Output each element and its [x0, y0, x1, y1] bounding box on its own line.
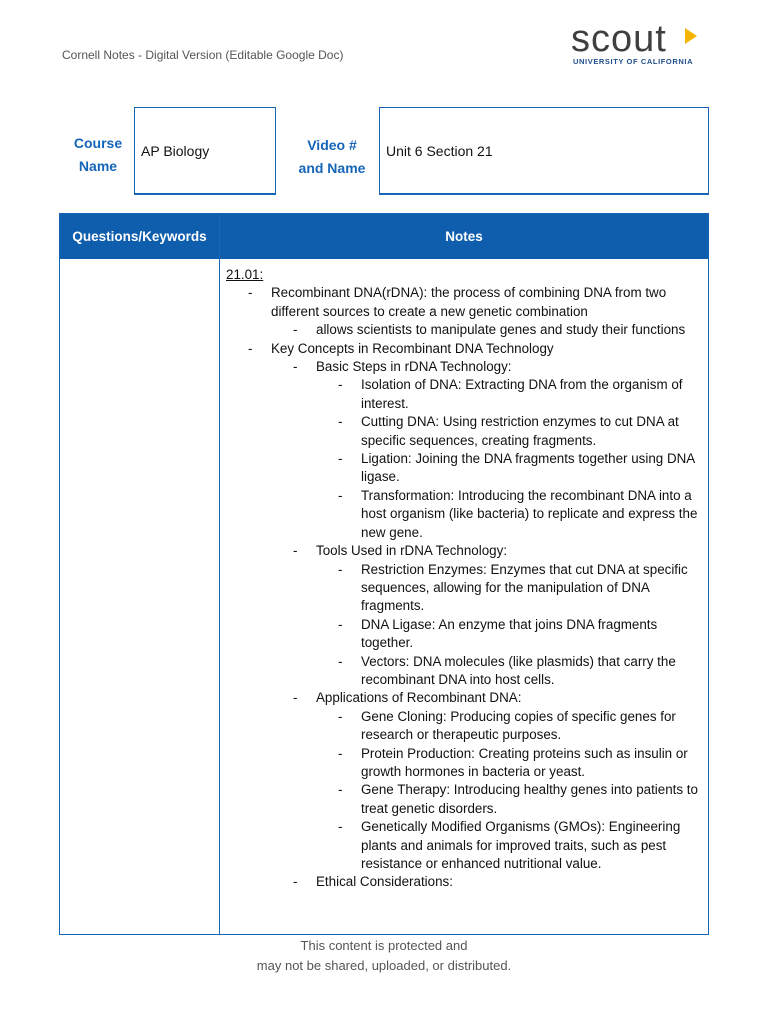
note-item-level-3: [226, 450, 706, 487]
bullet-dash: -: [338, 487, 343, 503]
table-header: [60, 214, 708, 259]
course-name-value: AP Biology: [141, 142, 210, 159]
note-item-level-2: [226, 689, 706, 707]
note-text: Transformation: Introducing the recombinant DNA into a host organism (like bacteria) to replicate and express the new gene.: [361, 487, 698, 540]
note-item-level-3: [226, 561, 706, 616]
note-text: Protein Production: Creating proteins such as insulin or growth hormones in bacteria or yeast.: [361, 745, 688, 779]
note-item-level-2: [226, 358, 706, 376]
note-text: Vectors: DNA molecules (like plasmids) that carry the recombinant DNA into host cells.: [361, 653, 676, 687]
bullet-dash: -: [338, 745, 343, 761]
bullet-dash: -: [293, 874, 298, 890]
note-text: Basic Steps in rDNA Technology:: [316, 359, 512, 375]
bullet-dash: -: [338, 451, 343, 467]
note-text: Gene Therapy: Introducing healthy genes into patients to treat genetic disorders.: [361, 782, 698, 816]
course-name-label: [62, 132, 134, 178]
questions-column-header: Questions/Keywords: [72, 229, 207, 244]
note-text: Ethical Considerations:: [316, 874, 453, 890]
note-item-level-3: [226, 616, 706, 653]
note-item-level-3: [226, 376, 706, 413]
note-item-level-3: [226, 781, 706, 818]
logo-wordmark: scout: [571, 18, 667, 60]
note-item-level-3: [226, 653, 706, 690]
column-divider: [219, 214, 220, 934]
note-text: Genetically Modified Organisms (GMOs): Engineering plants and animals for improved traits, such as pest resistance or enhanced nutritional value.: [361, 819, 681, 871]
bullet-dash: -: [293, 359, 298, 375]
document-subtitle: Cornell Notes - Digital Version (Editable Google Doc): [62, 48, 344, 62]
logo-subtitle: UNIVERSITY OF CALIFORNIA: [573, 57, 694, 66]
bullet-dash: -: [338, 616, 343, 632]
note-item-level-2: [226, 542, 706, 560]
questions-column[interactable]: [60, 259, 219, 934]
play-triangle-icon: [685, 28, 697, 44]
note-item-level-3: [226, 413, 706, 450]
note-text: Applications of Recombinant DNA:: [316, 690, 522, 706]
bullet-dash: -: [338, 819, 343, 835]
course-name-field[interactable]: [134, 107, 276, 195]
video-name-field[interactable]: [379, 107, 709, 195]
bullet-dash: -: [338, 653, 343, 669]
bullet-dash: -: [248, 285, 253, 301]
note-text: Recombinant DNA(rDNA): the process of combining DNA from two different sources to create a new genetic combination: [271, 285, 667, 319]
course-label-line1: Course: [73, 135, 123, 151]
bullet-dash: -: [338, 414, 343, 430]
note-text: DNA Ligase: An enzyme that joins DNA fragments together.: [361, 616, 658, 651]
note-text: Gene Cloning: Producing copies of specific genes for research or therapeutic purposes.: [361, 708, 676, 743]
course-label-line2: Name: [78, 158, 118, 174]
note-item-level-3: [226, 818, 706, 873]
cornell-notes-table: [59, 213, 709, 935]
section-heading: 21.01:: [226, 267, 264, 282]
bullet-dash: -: [338, 377, 343, 393]
bullet-dash: -: [338, 782, 343, 798]
note-item-level-3: [226, 708, 706, 745]
footer-line-2: may not be shared, uploaded, or distributed.: [256, 958, 512, 973]
bullet-dash: -: [248, 340, 253, 356]
notes-column-header: Notes: [445, 229, 483, 244]
note-item-level-1: [226, 340, 706, 358]
note-text: Key Concepts in Recombinant DNA Technology: [271, 340, 554, 356]
video-label-line1: Video #: [307, 137, 357, 153]
note-item-level-3: [226, 487, 706, 542]
note-item-level-1: [226, 284, 706, 321]
notes-column[interactable]: [226, 266, 706, 892]
note-text: Cutting DNA: Using restriction enzymes to cut DNA at specific sequences, creating fragments.: [361, 414, 679, 448]
note-text: allows scientists to manipulate genes and study their functions: [316, 322, 686, 338]
bullet-dash: -: [338, 708, 343, 724]
footer-line-1: This content is protected and: [300, 938, 468, 953]
video-name-label: [290, 134, 374, 180]
video-name-value: Unit 6 Section 21: [386, 142, 493, 159]
note-item-level-2: [226, 873, 706, 891]
note-text: Ligation: Joining the DNA fragments together using DNA ligase.: [361, 451, 695, 485]
note-text: Tools Used in rDNA Technology:: [316, 543, 508, 559]
bullet-dash: -: [293, 322, 298, 338]
scout-logo: [571, 16, 711, 68]
note-item-level-3: [226, 745, 706, 782]
note-item-level-2: [226, 321, 706, 339]
bullet-dash: -: [293, 690, 298, 706]
note-text: Isolation of DNA: Extracting DNA from the organism of interest.: [361, 377, 683, 411]
bullet-dash: -: [293, 543, 298, 559]
video-label-line2: and Name: [298, 160, 366, 176]
bullet-dash: -: [338, 561, 343, 577]
note-text: Restriction Enzymes: Enzymes that cut DNA at specific sequences, allowing for the manipulation of DNA fragments.: [361, 561, 688, 614]
